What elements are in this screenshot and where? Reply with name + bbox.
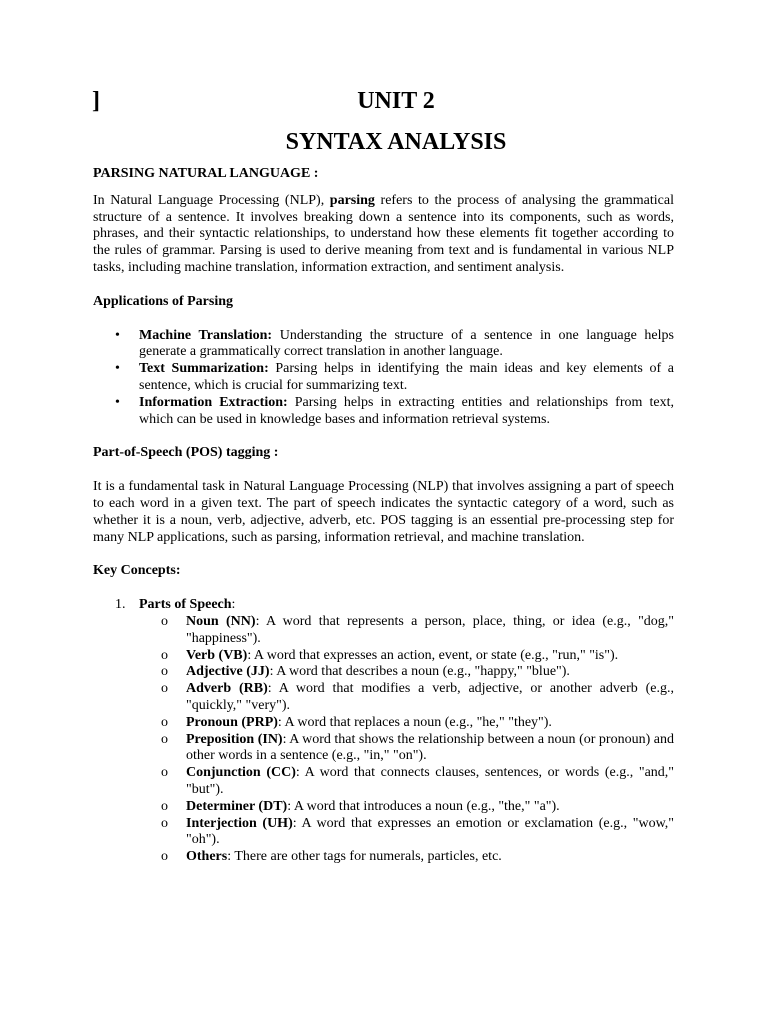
list-item: o Preposition (IN): A word that shows the relationship between a noun (or pronoun) and other words in a sentence (e.g., "in," "on"). (161, 731, 674, 764)
bullet-icon: • (115, 327, 120, 343)
parsing-term: parsing (329, 192, 375, 208)
parsing-paragraph: In Natural Language Processing (NLP), parsing refers to the process of analysing the grammatical structure of a sentence. It involves breaking down a sentence into its components, such as words, phrases, and their syntactic relationships, to understand how these elements fit together according to the rules of grammar. Parsing is used to derive meaning from text and is fundamental in various NLP tasks, including machine translation, information extraction, and sentiment analysis. (93, 192, 674, 275)
list-item: o Determiner (DT): A word that introduces a noun (e.g., "the," "a"). (161, 798, 560, 814)
parts-of-speech-list (139, 614, 674, 866)
list-item: o Pronoun (PRP): A word that replaces a noun (e.g., "he," "they"). (161, 714, 552, 730)
circle-bullet-icon: o (161, 613, 168, 629)
circle-bullet-icon: o (161, 647, 168, 663)
list-item: 1. Parts of Speech: o Noun (NN): A word that represents a person, place, thing, or idea (e.g., "dog," "happiness"). o Verb (VB): A word that expresses an action, event, or state (e.g., "run," "is"). o Adjective (JJ): A word that describes a noun (e.g., "happy," "blue"). o Adverb (RB): A word that modifies a verb, adjective, or another adverb (e.g., "quickly," "very"). o Pronoun (PRP): A word that replaces a noun (e.g., "he," "they"). o Preposition (IN): A word that shows the relationship between a noun (or pronoun) and other words in a sentence (e.g., "in," "on"). o Conjunction (CC): A word that connects clauses, sentences, or words (e.g., "and," "but"). o Determiner (DT): A word that introduces a noun (e.g., "the," "a"). o Interjection (UH): A word that expresses an emotion or exclamation (e.g., "wow," "oh"). o Others: There are other tags for numerals, particles, etc. (115, 597, 675, 865)
list-item: o Adverb (RB): A word that modifies a verb, adjective, or another adverb (e.g., "quickly," "very"). (161, 681, 674, 713)
stray-bracket: ] (92, 88, 100, 114)
list-number: 1. (115, 597, 126, 613)
list-item: o Adjective (JJ): A word that describes a noun (e.g., "happy," "blue"). (161, 664, 570, 680)
applications-heading: Applications of Parsing (93, 293, 234, 309)
list-item: • Information Extraction: Parsing helps in extracting entities and relationships from text, which can be used in knowledge bases and information retrieval systems. (115, 394, 674, 427)
bullet-icon: • (115, 394, 120, 410)
circle-bullet-icon: o (161, 714, 168, 730)
circle-bullet-icon: o (161, 815, 168, 831)
list-item: • Machine Translation: Understanding the structure of a sentence in one language helps generate a grammatically correct translation in another language. (115, 327, 674, 360)
circle-bullet-icon: o (161, 681, 168, 697)
list-item: o Interjection (UH): A word that expresses an emotion or exclamation (e.g., "wow," "oh"). (161, 815, 675, 848)
list-item: o Verb (VB): A word that expresses an action, event, or state (e.g., "run," "is"). (161, 647, 619, 663)
circle-bullet-icon: o (161, 849, 168, 865)
page-title: SYNTAX ANALYSIS (285, 129, 507, 155)
bullet-icon: • (115, 361, 120, 377)
circle-bullet-icon: o (161, 731, 168, 747)
key-concepts-heading: Key Concepts: (93, 563, 181, 579)
list-item: o Noun (NN): A word that represents a person, place, thing, or idea (e.g., "dog," "happiness"). (161, 613, 675, 646)
list-item: • Text Summarization: Parsing helps in identifying the main ideas and key elements of a sentence, which is crucial for summarizing text. (115, 361, 674, 393)
applications-list (93, 328, 674, 429)
pos-heading: Part-of-Speech (POS) tagging : (93, 445, 279, 461)
document-body (93, 166, 674, 866)
unit-heading: UNIT 2 (357, 88, 435, 114)
parsing-heading: PARSING NATURAL LANGUAGE : (93, 166, 319, 181)
list-item: o Others: There are other tags for numerals, particles, etc. (161, 849, 502, 865)
circle-bullet-icon: o (161, 664, 168, 680)
circle-bullet-icon: o (161, 798, 168, 814)
pos-paragraph: It is a fundamental task in Natural Language Processing (NLP) that involves assigning a part of speech to each word in a given text. The part of speech indicates the syntactic category of a word, such as whether it is a noun, verb, adjective, adverb, etc. POS tagging is an essential pre-processing step for many NLP applications, such as parsing, information retrieval, and machine translation. (93, 479, 674, 545)
list-item: o Conjunction (CC): A word that connects clauses, sentences, or words (e.g., "and," "but"). (161, 765, 674, 797)
circle-bullet-icon: o (161, 765, 168, 781)
key-concepts-list (93, 597, 674, 866)
